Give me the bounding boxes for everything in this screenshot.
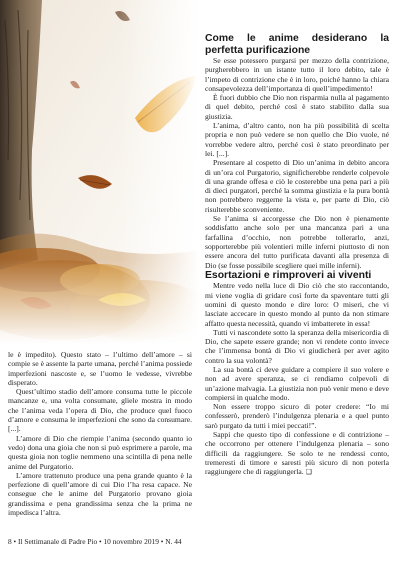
- paragraph: L’anima, d’altro canto, non ha più possibilità di scelta propria e non può vedere se non quello che Dio vuole, né vorrebbe vedere altro, perché così è stato preordinato per lei. [...].: [205, 121, 389, 158]
- left-column: [8, 350, 192, 517]
- paragraph: Mentre vedo nella luce di Dio ciò che sto raccontando, mi viene voglia di gridare così forte da spaventare tutti gli uomini di questo mondo e dire loro: O miseri, che vi lasciate accecare in questo mondo al punto da non stimare affatto questa necessità, quando vi imbatterete in essa!: [205, 281, 389, 328]
- paragraph: Se l’anima si accorgesse che Dio non è pienamente soddisfatto anche solo per una mancanza pari a una farfallina d’occhio, non potrebbe tollerarlo, anzi, sopporterebbe più volentieri mille inferni piuttosto di non essere ancora del tutto purificata davanti alla presenza di Dio (se fosse possibile scegliere quei mille inferni).: [205, 214, 389, 270]
- section-heading: Esortazioni e rimproveri ai viventi: [205, 269, 372, 281]
- paragraph: L’amore trattenuto produce una pena grande quanto è la perfezione di quell’amore di cui Dio l’ha resa capace. Ne consegue che le anime del Purgatorio provano gioia grandissima e pena grandissima senza che la prima ne impedisca l’altra.: [8, 470, 192, 518]
- autumn-leaves-photo: [0, 0, 200, 345]
- paragraph-last-text: Sappi che questo tipo di confessione e di contrizione – che occorrono per ottenere l’indulgenza plenaria – sono difficili da raggiungere. Se solo te ne rendessi conto, tremeresti di timore e saresti più sicuro di non poterla raggiungere che di raggiungerla.: [205, 430, 389, 477]
- right-column: [205, 33, 389, 478]
- paragraph: Non essere troppo sicuro di poter credere: “Io mi confesserò, prenderò l’indulgenza plenaria e a quel punto sarò purgato da tutti i miei peccati!”.: [205, 402, 389, 430]
- paragraph: Presentare al cospetto di Dio un’anima in debito ancora di un’ora col Purgatorio, significherebbe renderle colpevole di una grande offesa e ciò le costerebbe una pena pari a più di dieci purgatori, perché la somma giustizia e la pura bontà non potrebbero reggerne la vista e, per parte di Dio, ciò risulterebbe sconveniente.: [205, 158, 389, 214]
- section-heading: Come le anime desiderano la perfetta purificazione: [205, 33, 389, 56]
- paragraph-last: [205, 430, 389, 477]
- paragraph: Quest’ultimo stadio dell’amore consuma tutte le piccole mancanze e, una volta consumate, gliele mostra in modo che l’anima veda l’opera di Dio, che produce quel fuoco d’amore e consuma le imperfezioni che sono da consumare. [...].: [8, 387, 192, 434]
- paragraph: Se esse potessero purgarsi per mezzo della contrizione, purgherebbero in un istante tutto il loro debito, tale è l’impeto di contrizione che è in loro, poiché hanno la chiara consapevolezza dell’importanza di quell’impedimento!: [205, 56, 389, 93]
- paragraph: È fuori dubbio che Dio non risparmia nulla al pagamento di quel debito, perché così è stato stabilito dalla sua giustizia.: [205, 93, 389, 121]
- paragraph: La sua bontà ci deve guidare a compiere il suo volere e non ad avere speranza, se ci rendiamo colpevoli di un’azione malvagia. La giustizia non può venir meno e deve compiersi in qualche modo.: [205, 365, 389, 402]
- paragraph: Tutti vi nascondete sotto la speranza della misericordia di Dio, che sapete essere grande; non vi rendete conto invece che l’immensa bontà di Dio vi giudicherà per aver agito contro la sua volontà?: [205, 327, 389, 365]
- paragraph: le è impedito). Questo stato – l’ultimo dell’amore – si compie se è assente la parte umana, perché l’anima possiede imperfezioni nascoste e, se l’uomo le vedesse, vivrebbe disperato.: [8, 350, 192, 387]
- paragraph: L’amore di Dio che riempie l’anima (secondo quanto io vedo) dona una gioia che non si può esprimere a parole, ma questa gioia non toglie nemmeno una scintilla di pena nelle anime del Purgatorio.: [8, 433, 192, 471]
- page-footer: 8 • Il Settimanale di Padre Pio • 10 novembre 2019 • N. 44: [8, 537, 182, 546]
- end-of-article-icon: ❏: [305, 468, 312, 477]
